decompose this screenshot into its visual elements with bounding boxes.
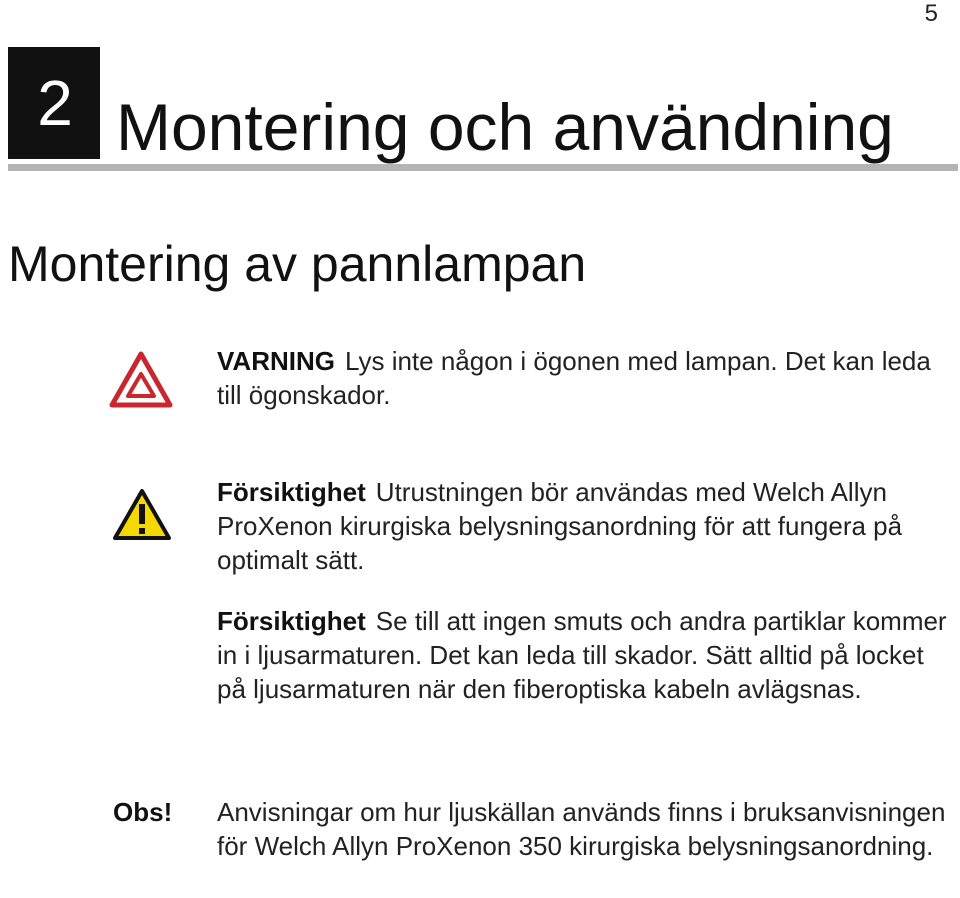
note-text: Anvisningar om hur ljuskällan används finns i bruksanvisningen för Welch Allyn ProXenon 350 kirurgiska belysningsanordning. bbox=[217, 797, 946, 861]
caution-notice bbox=[217, 475, 957, 577]
caution-text: Utrustningen bör användas med Welch Allyn ProXenon kirurgiska belysningsanordning för att fungera på optimalt sätt. bbox=[217, 477, 903, 575]
caution-label: Försiktighet bbox=[217, 477, 366, 507]
chapter-title: Montering och användning bbox=[116, 90, 894, 164]
warning-triangle-icon bbox=[108, 350, 174, 410]
warning-notice bbox=[217, 344, 957, 412]
caution-notice bbox=[217, 604, 957, 706]
warning-label: VARNING bbox=[217, 346, 335, 376]
section-title: Montering av pannlampan bbox=[8, 236, 587, 292]
caution-label: Försiktighet bbox=[217, 606, 366, 636]
warning-text: Lys inte någon i ögonen med lampan. Det kan leda till ögonskador. bbox=[217, 346, 931, 410]
caution-text: Se till att ingen smuts och andra partiklar kommer in i ljusarmaturen. Det kan leda till skador. Sätt alltid på locket på ljusarmaturen när den fiberoptiska kabeln avlägsnas. bbox=[217, 606, 947, 704]
note-label: Obs! bbox=[113, 797, 173, 827]
chapter-divider bbox=[8, 164, 958, 171]
page-number: 5 bbox=[924, 0, 938, 27]
chapter-number: 2 bbox=[8, 47, 100, 159]
caution-exclamation-icon bbox=[111, 487, 173, 543]
